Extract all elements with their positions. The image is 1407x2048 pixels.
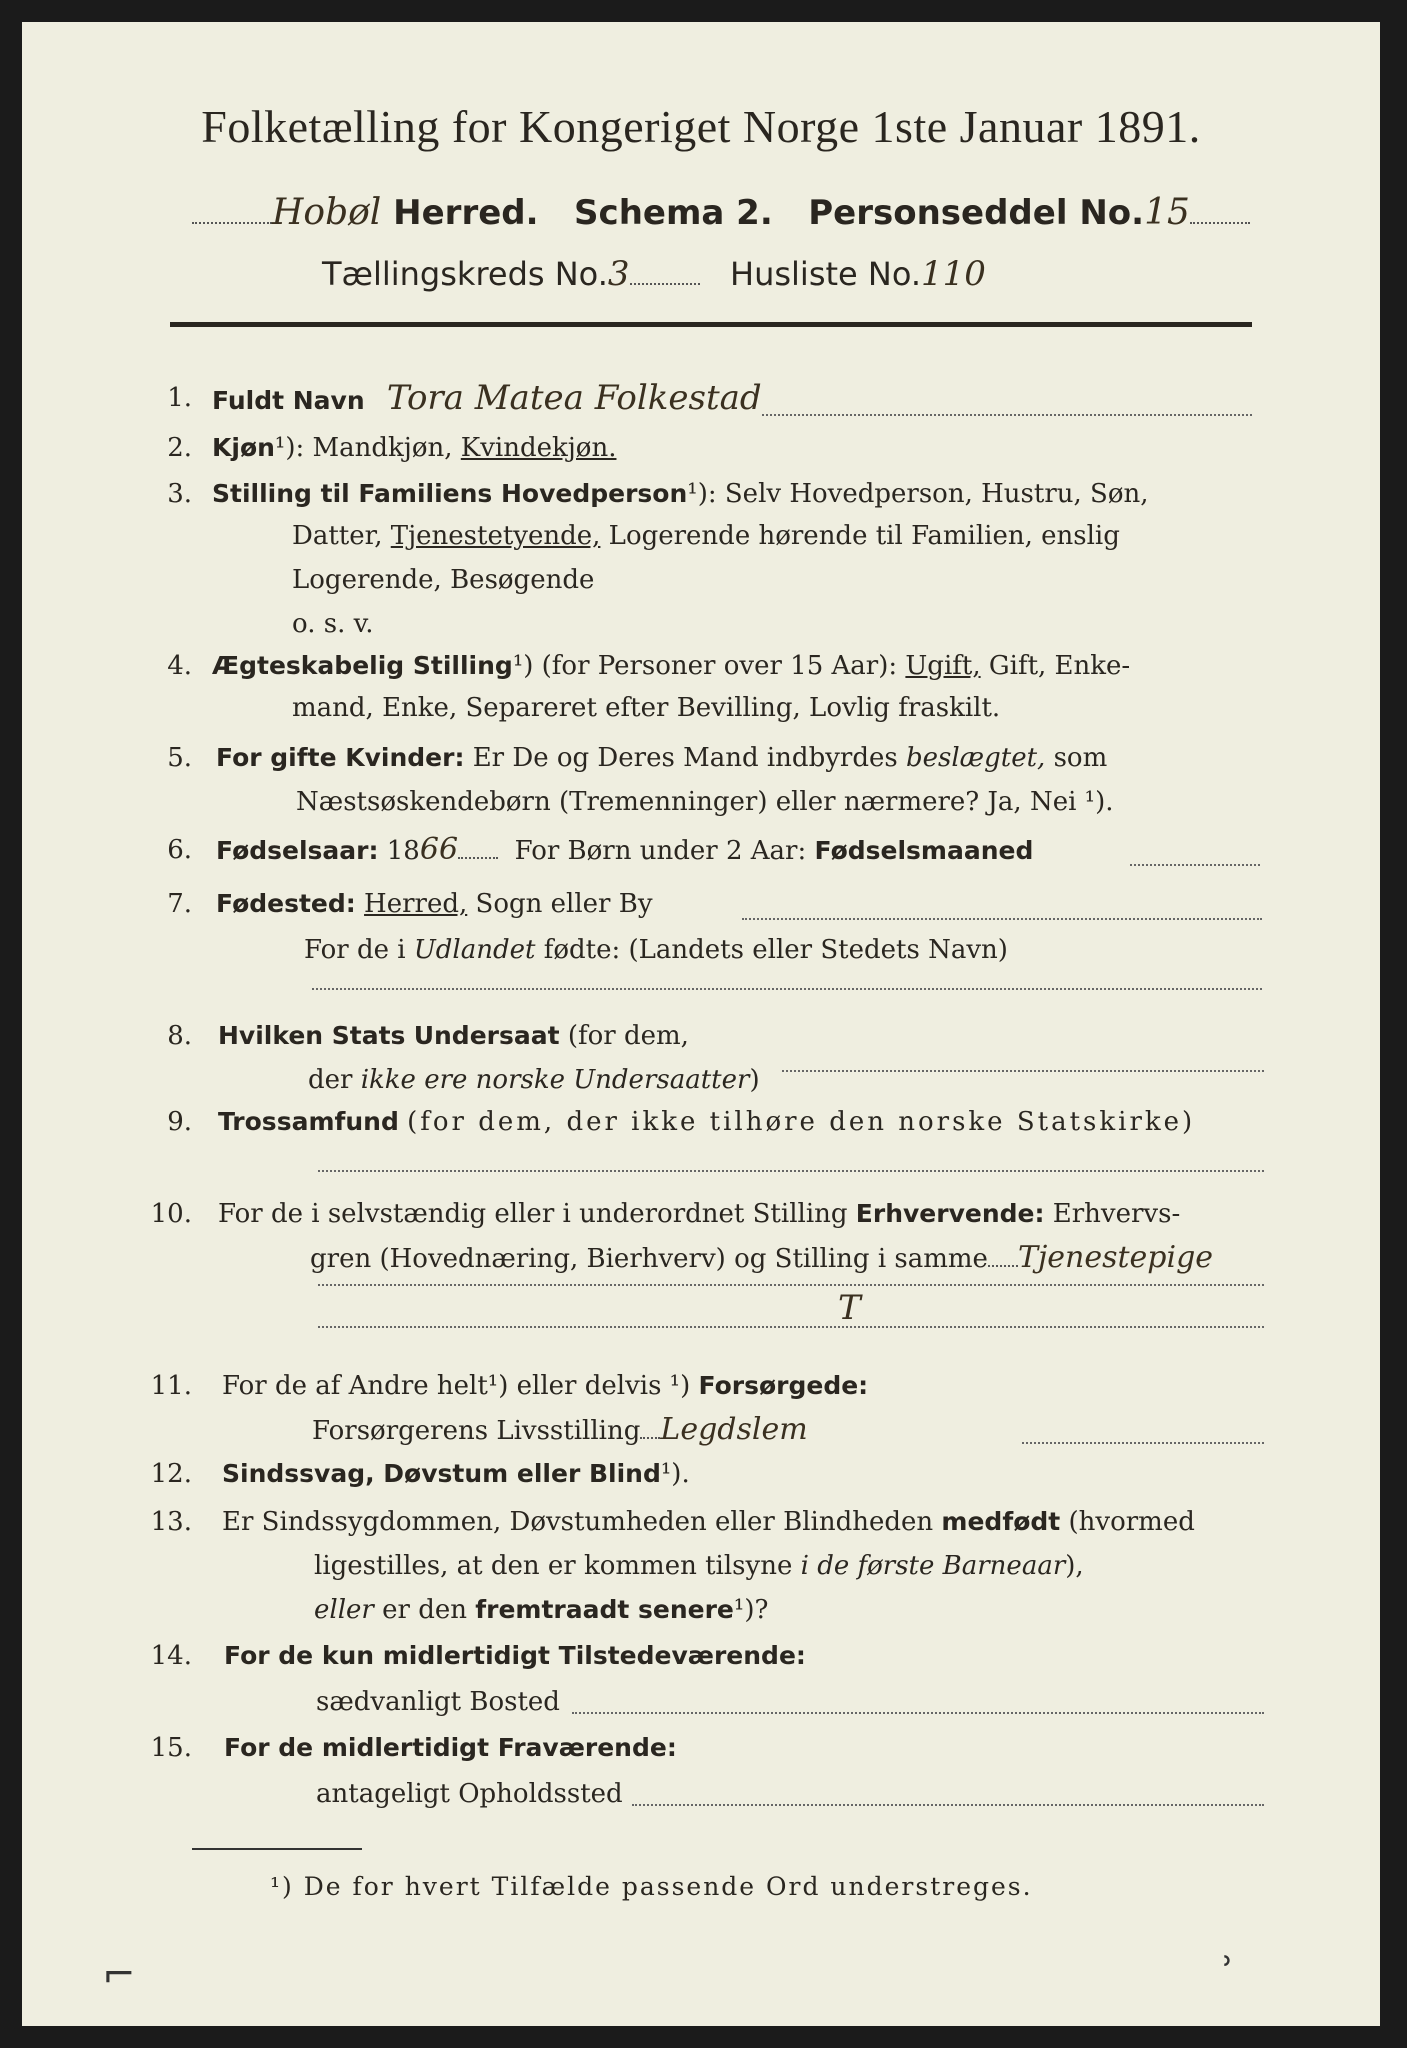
q12-label: Sindssvag, Døvstum eller Blind <box>222 1459 661 1488</box>
q14-line2: sædvanligt Bosted <box>316 1687 560 1717</box>
q4-label: Ægteskabelig Stilling <box>212 651 513 680</box>
q10-line2: gren (Hovednæring, Bierhverv) og Stilling i samme <box>310 1244 988 1274</box>
q6-number: 6. <box>167 835 192 865</box>
q8-line1: (for dem, <box>567 1021 689 1051</box>
q7-line2b: Udlandet <box>413 935 536 965</box>
q2-label: Kjøn <box>212 433 275 462</box>
q3-line4: o. s. v. <box>292 609 374 639</box>
q7-number: 7. <box>167 889 192 919</box>
q2-option-female: Kvindekjøn. <box>460 433 617 463</box>
q10-value2: T <box>838 1288 861 1328</box>
q8-line2b: ikke ere norske Undersaatter <box>360 1065 750 1095</box>
q10-line1b: Erhvervende: <box>855 1199 1045 1228</box>
q15-label: For de midlertidigt Fraværende: <box>224 1733 677 1762</box>
q14-number: 14. <box>150 1641 192 1671</box>
q14-label: For de kun midlertidigt Tilstedeværende: <box>224 1641 806 1670</box>
q12-number: 12. <box>150 1459 192 1489</box>
q11-number: 11. <box>150 1371 192 1401</box>
herred-value: Hobøl <box>272 192 382 233</box>
q3-line2a: Datter, <box>292 521 383 551</box>
q5-line1c: som <box>1053 743 1108 773</box>
husliste-label: Husliste No. <box>730 255 922 293</box>
q12-sup: ¹). <box>660 1459 690 1489</box>
q7-line2c: fødte: (Landets eller Stedets Navn) <box>543 935 1008 965</box>
personseddel-label: Personseddel No. <box>808 193 1145 233</box>
q3-label: Stilling til Familiens Hovedperson <box>212 479 688 508</box>
census-form-sheet <box>22 22 1380 2026</box>
q13-line1c: (hvormed <box>1068 1507 1195 1537</box>
q3-line3: Logerende, Besøgende <box>292 565 595 595</box>
q11-line1c: Forsørgede: <box>698 1371 869 1400</box>
q5-line1b: beslægtet, <box>905 743 1046 773</box>
q4-number: 4. <box>167 651 192 681</box>
schema-label: Schema 2. <box>574 193 773 233</box>
q1-name-value: Tora Matea Folkestad <box>386 378 762 418</box>
q10-occupation-value: Tjenestepige <box>1017 1240 1214 1275</box>
q13-line3b: er den <box>382 1595 467 1625</box>
q3-option-tjenestetyende: Tjenestetyende, <box>390 521 601 551</box>
q1-number: 1. <box>167 383 192 413</box>
q6-label2: Fødselsmaaned <box>814 836 1034 865</box>
q10-number: 10. <box>150 1199 192 1229</box>
q7-text-b: Sogn eller By <box>475 889 653 919</box>
q13-line3c: fremtraadt senere <box>475 1595 734 1624</box>
q5-line2: Næstsøskendebørn (Tremenninger) eller nærmere? Ja, Nei ¹). <box>296 787 1114 817</box>
taellingskreds-label: Tællingskreds No. <box>322 255 608 293</box>
corner-mark-left: ⌐ <box>102 1952 136 1998</box>
q13-line3d: ¹)? <box>733 1595 769 1625</box>
header-line-kreds <box>322 254 1222 294</box>
q4-option-ugift: Ugift, <box>905 651 981 681</box>
q9-label: Trossamfund <box>218 1107 399 1136</box>
q2-option-male: Mandkjøn, <box>312 433 453 463</box>
q8-label-b: Undersaat <box>413 1021 560 1050</box>
q5-label: For gifte Kvinder: <box>216 743 465 772</box>
q4-line1c: Gift, Enke- <box>988 651 1131 681</box>
q6-text: For Børn under 2 Aar: <box>514 836 807 866</box>
q8-line2c: ) <box>749 1065 760 1095</box>
q6-prefix: 18 <box>386 836 420 866</box>
q11-line1a: For de af Andre helt <box>222 1371 488 1401</box>
q6-year-value: 66 <box>419 832 459 867</box>
q13-line2b: i de første Barneaar <box>800 1551 1066 1581</box>
q3-line2c: Logerende hørende til Familien, enslig <box>608 521 1120 551</box>
q13-line2a: ligestilles, at den er kommen tilsyne <box>314 1551 793 1581</box>
q11-line2: Forsørgerens Livsstilling <box>312 1416 641 1446</box>
q13-line1a: Er Sindssygdommen, Døvstumheden eller Blindheden <box>222 1507 934 1537</box>
husliste-value: 110 <box>921 254 986 294</box>
q8-number: 8. <box>167 1021 192 1051</box>
q11-line1b: ¹) eller delvis ¹) <box>487 1371 691 1401</box>
q9-number: 9. <box>167 1107 192 1137</box>
q13-line1b: medfødt <box>941 1507 1061 1536</box>
footnote: ¹) De for hvert Tilfælde passende Ord understreges. <box>270 1872 1033 1901</box>
q8-label: Hvilken Stats <box>218 1021 406 1050</box>
q5-line1a: Er De og Deres Mand indbyrdes <box>472 743 898 773</box>
header-divider <box>170 322 1252 327</box>
personseddel-value: 15 <box>1144 192 1190 233</box>
q2-number: 2. <box>167 433 192 463</box>
q1-label: Fuldt Navn <box>212 386 365 415</box>
q2-sup: ¹): <box>274 433 305 463</box>
q10-line1a: For de i selvstændig eller i underordnet Stilling <box>218 1199 848 1229</box>
q5-number: 5. <box>167 743 192 773</box>
q7-option-herred: Herred, <box>364 889 468 919</box>
footnote-divider <box>192 1848 362 1850</box>
q8-line2a: der <box>308 1065 353 1095</box>
q7-label: Fødested: <box>216 889 356 918</box>
q3-number: 3. <box>167 479 192 509</box>
q13-line2c: ), <box>1065 1551 1084 1581</box>
form-title: Folketælling for Kongeriget Norge 1ste Januar 1891. <box>201 101 1201 152</box>
q15-number: 15. <box>150 1733 192 1763</box>
q13-number: 13. <box>150 1507 192 1537</box>
q13-line3a: eller <box>314 1595 374 1625</box>
q4-line1a: ¹) (for Personer over 15 Aar): <box>512 651 898 681</box>
q6-label: Fødselsaar: <box>216 836 379 865</box>
q7-line2a: For de i <box>304 935 406 965</box>
q9-line1: (for dem, der ikke tilhøre den norske Statskirke) <box>407 1107 1196 1137</box>
q4-line2: mand, Enke, Separeret efter Bevilling, Lovlig fraskilt. <box>292 693 1001 723</box>
taellingskreds-value: 3 <box>607 254 630 294</box>
herred-label: Herred. <box>393 193 539 233</box>
q3-line1: ¹): Selv Hovedperson, Hustru, Søn, <box>687 479 1149 509</box>
q10-line1c: Erhvervs- <box>1052 1199 1181 1229</box>
q11-provider-value: Legdslem <box>660 1412 808 1447</box>
q15-line2: antageligt Opholdssted <box>316 1779 623 1809</box>
header-line-herred <box>192 192 1252 233</box>
corner-mark-right: ˒ <box>1222 1940 1235 1986</box>
